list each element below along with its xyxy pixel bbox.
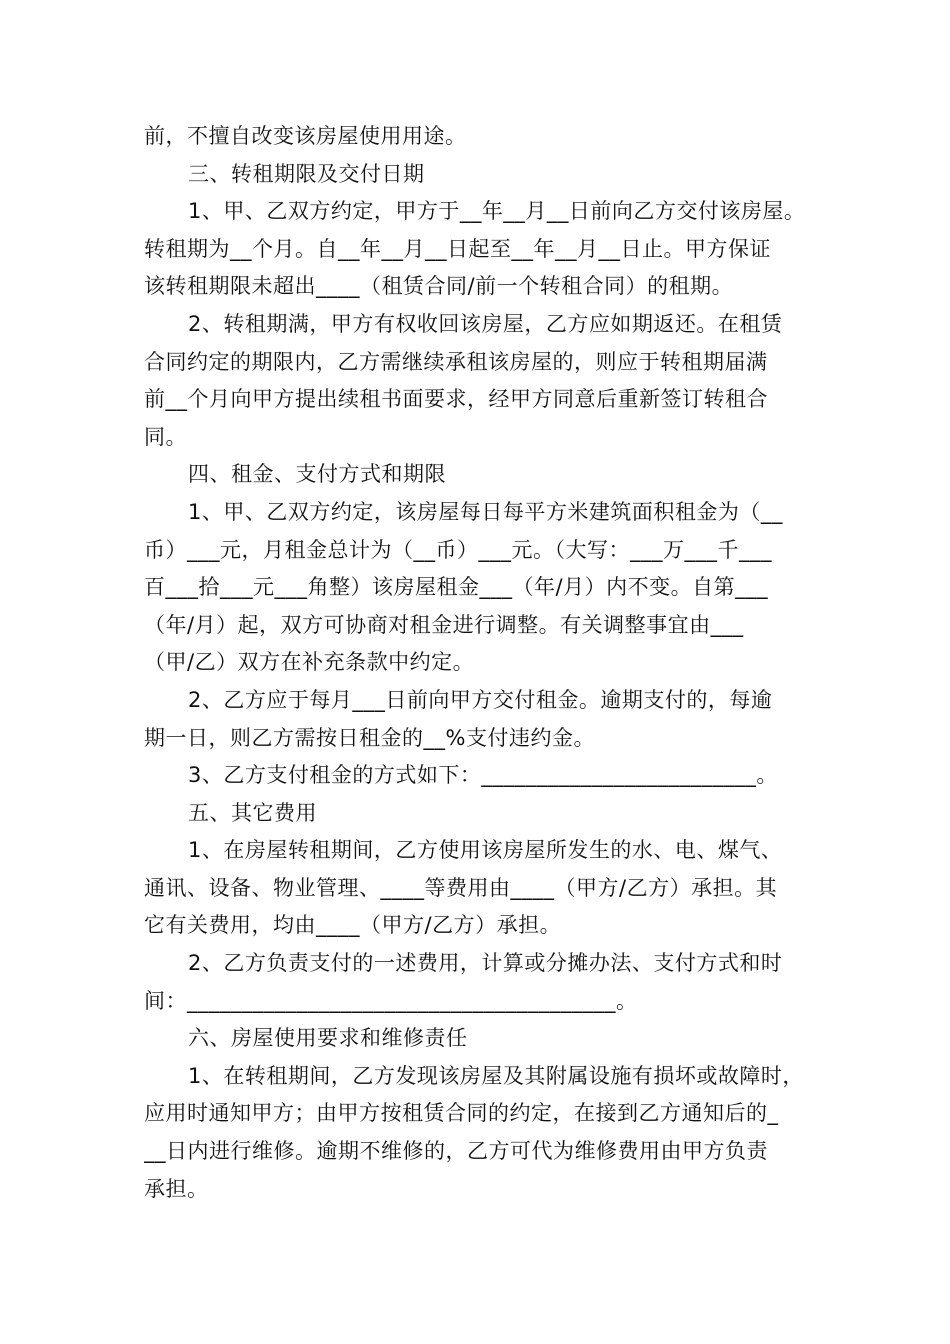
text-line: 2、乙方应于每月___日前向甲方交付租金。逾期支付的，每逾 <box>188 687 773 712</box>
text-line: 3、乙方支付租金的方式如下：_________________________。 <box>188 763 778 788</box>
text-line: 它有关费用，均由____（甲方/乙方）承担。 <box>144 913 562 938</box>
text-line: 百___拾___元___角整）该房屋租金___（年/月）内不变。自第___ <box>144 575 769 600</box>
text-line: 前，不擅自改变该房屋使用用途。 <box>144 124 467 148</box>
section-heading-5: 五、其它费用 <box>188 800 317 825</box>
text-line: 间：_______________________________________。 <box>144 988 638 1013</box>
text-line: （甲/乙）双方在补充条款中约定。 <box>144 650 475 675</box>
section-heading-3: 三、转租期限及交付日期 <box>188 161 425 186</box>
text-line: 合同约定的期限内，乙方需继续承租该房屋的，则应于转租期届满 <box>144 349 768 374</box>
text-line: 1、在房屋转租期间，乙方使用该房屋所发生的水、电、煤气、 <box>188 838 783 863</box>
text-line: 期一日，则乙方需按日租金的__%支付违约金。 <box>144 725 595 750</box>
text-line: 币）___元，月租金总计为（__币）___元。（大写：___万___千___ <box>144 537 772 562</box>
text-line: __日内进行维修。逾期不维修的，乙方可代为维修费用由甲方负责 <box>144 1139 768 1164</box>
text-line: （年/月）起，双方可协商对租金进行调整。有关调整事宜由___ <box>144 612 744 637</box>
text-line: 承担。 <box>144 1176 209 1201</box>
text-line: 通讯、设备、物业管理、____等费用由____（甲方/乙方）承担。其 <box>144 875 778 900</box>
section-heading-6: 六、房屋使用要求和维修责任 <box>188 1026 468 1051</box>
text-line: 1、在转租期间，乙方发现该房屋及其附属设施有损坏或故障时， <box>188 1063 804 1088</box>
text-line: 前__个月向甲方提出续租书面要求，经甲方同意后重新签订转租合 <box>144 387 768 412</box>
text-line: 同。 <box>144 424 187 449</box>
document-body <box>144 118 810 1208</box>
text-line: 2、乙方负责支付的一述费用，计算或分摊办法、支付方式和时 <box>188 951 783 976</box>
text-line: 转租期为__个月。自__年__月__日起至__年__月__日止。甲方保证 <box>144 236 771 261</box>
text-line: 2、转租期满，甲方有权收回该房屋，乙方应如期返还。在租赁 <box>188 311 783 336</box>
text-line: 1、甲、乙双方约定，甲方于__年__月__日前向乙方交付该房屋。 <box>188 199 806 224</box>
text-line: 1、甲、乙双方约定，该房屋每日每平方米建筑面积租金为（__ <box>188 499 783 524</box>
text-line: 该转租期限未超出____（租赁合同/前一个转租合同）的租期。 <box>144 274 734 299</box>
text-line: 应用时通知甲方；由甲方按租赁合同的约定，在接到乙方通知后的_ <box>144 1101 779 1126</box>
section-heading-4: 四、租金、支付方式和期限 <box>188 462 446 487</box>
